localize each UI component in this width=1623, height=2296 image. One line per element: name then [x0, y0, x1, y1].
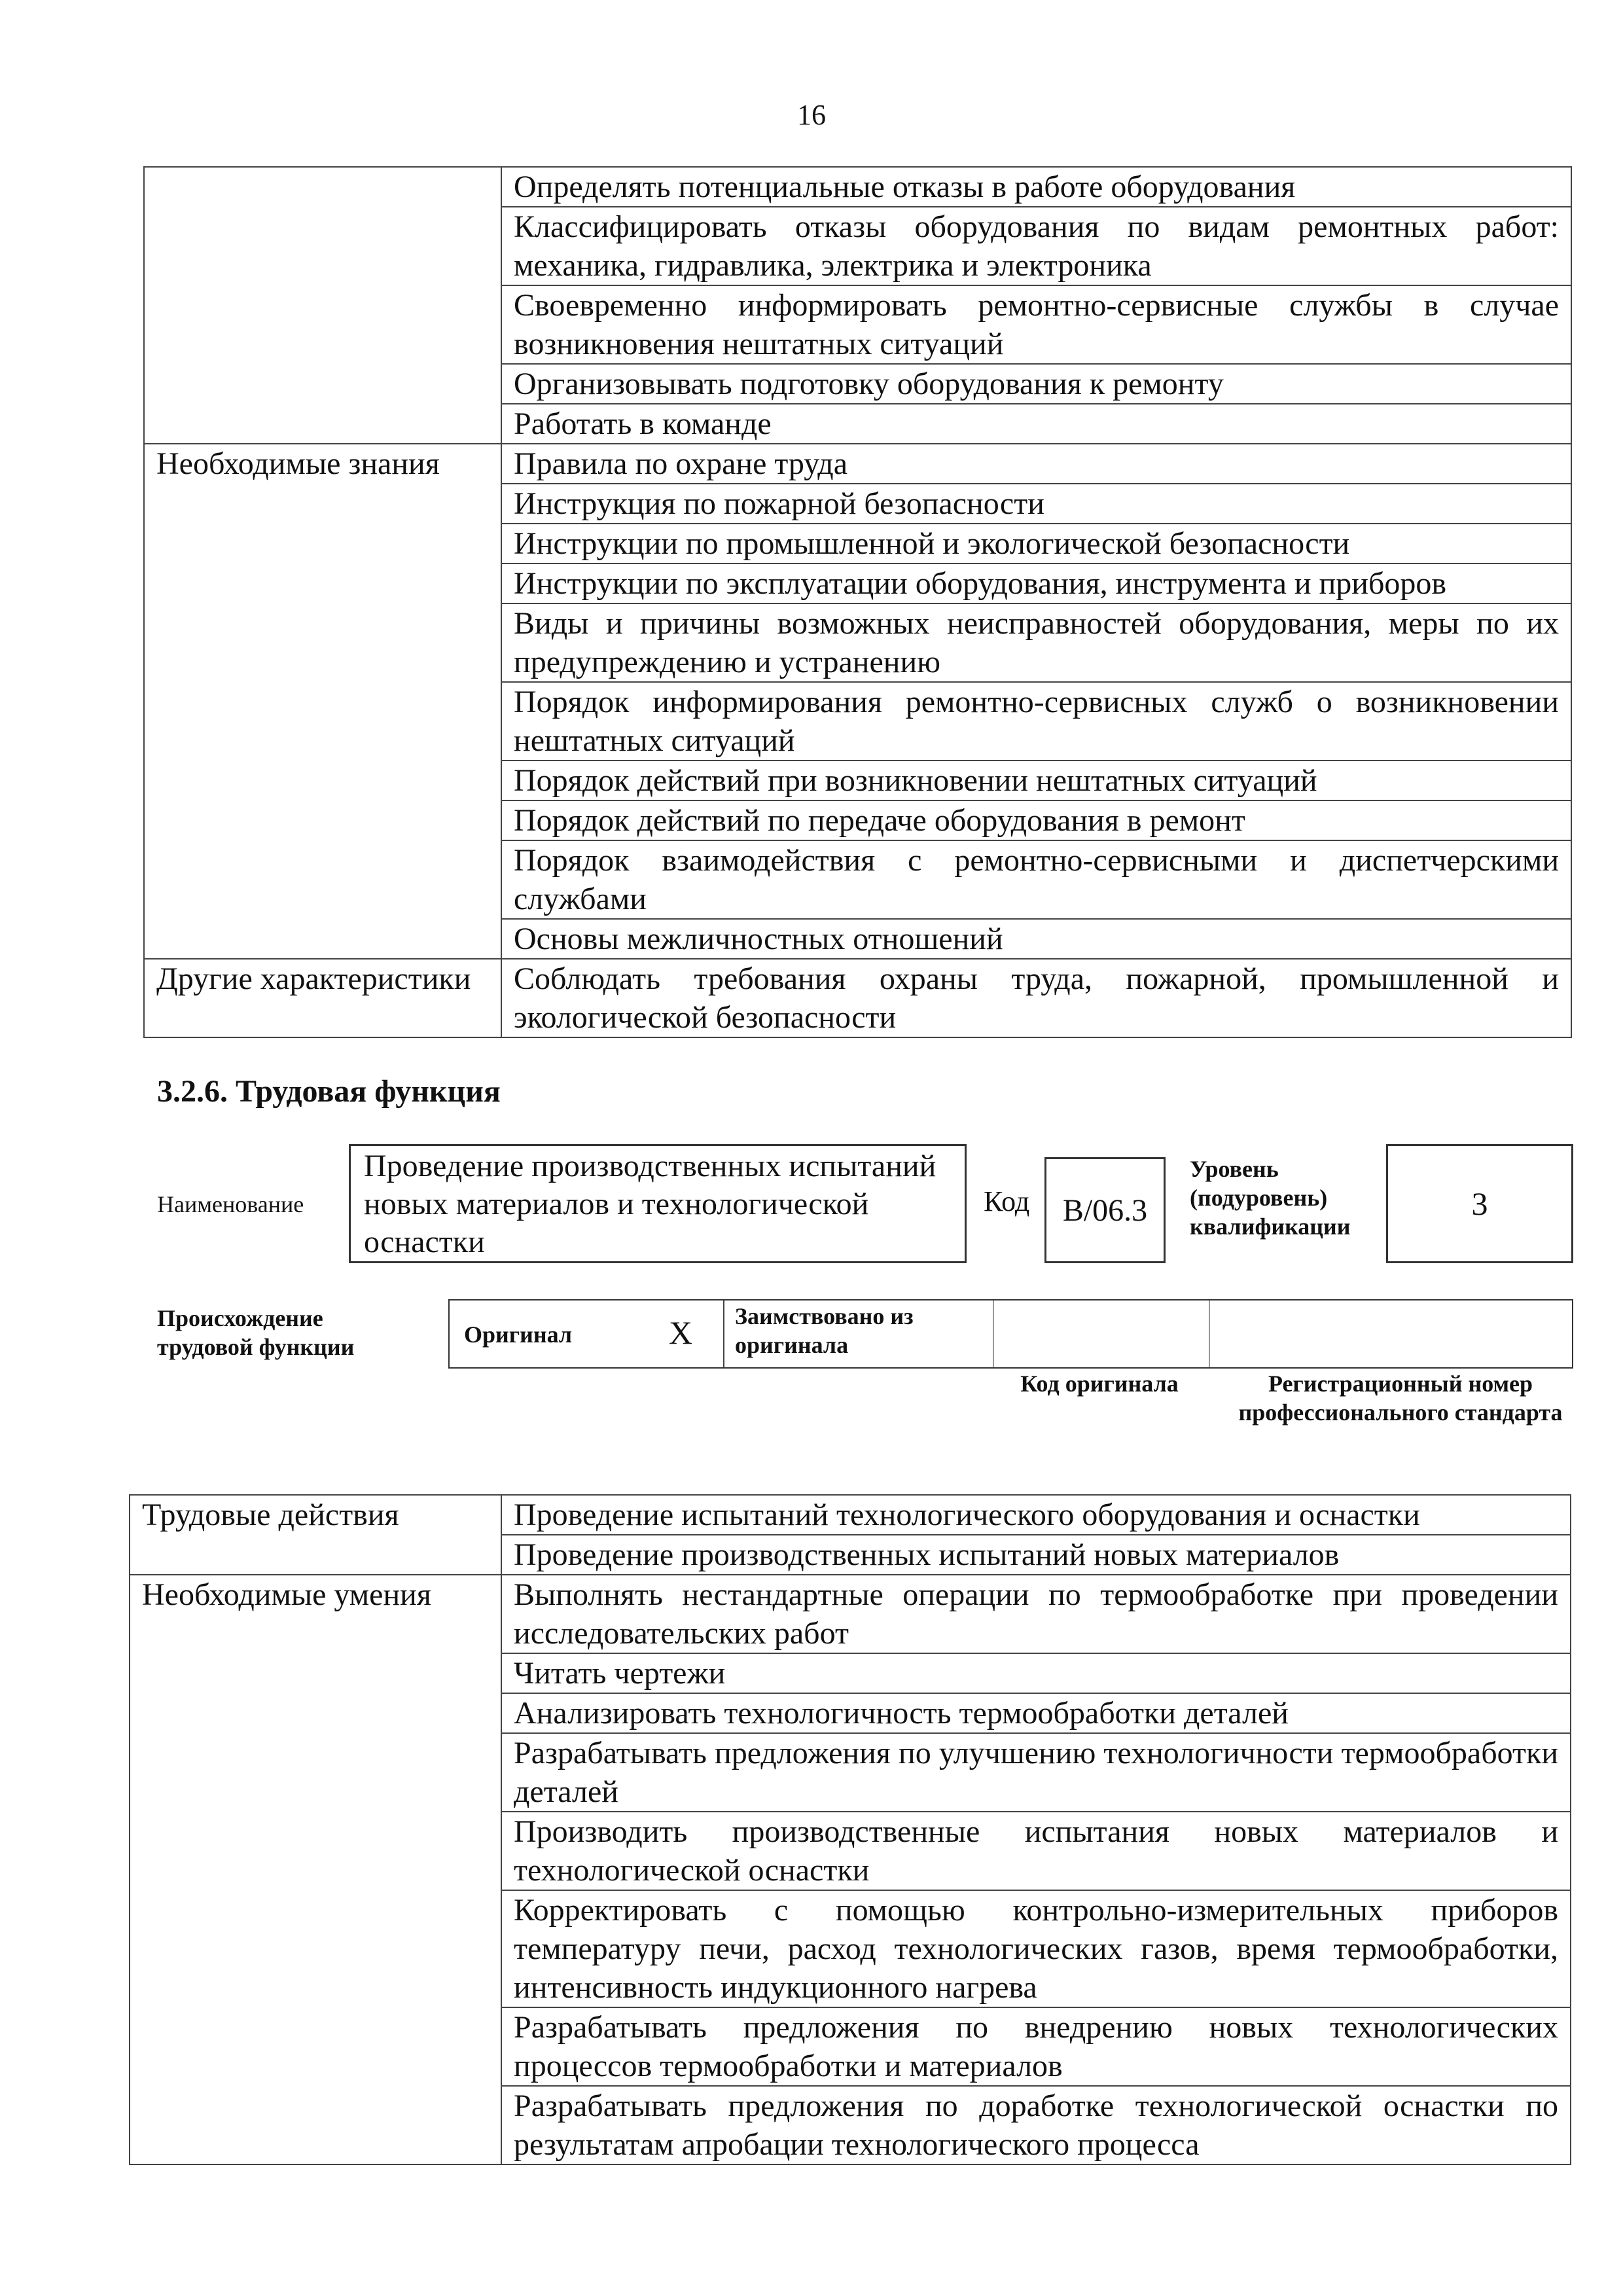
table-row	[144, 444, 1571, 484]
requirement-item: Классифицировать отказы оборудования по видам ремонтных работ: механика, гидравлика, электрика и электроника	[501, 207, 1571, 285]
requirement-item: Инструкции по эксплуатации оборудования, инструмента и приборов	[501, 564, 1571, 603]
table-row	[130, 1575, 1571, 1653]
requirement-item: Выполнять нестандартные операции по термообработке при проведении исследовательских работ	[501, 1575, 1571, 1653]
requirement-item: Порядок взаимодействия с ремонтно-сервисными и диспетчерскими службами	[501, 840, 1571, 919]
section-title: 3.2.6. Трудовая функция	[157, 1074, 501, 1109]
row-label: Необходимые знания	[144, 444, 501, 959]
requirement-item: Порядок действий при возникновении нештатных ситуаций	[501, 761, 1571, 800]
original-mark: X	[669, 1314, 693, 1351]
origin-divider-1	[723, 1300, 724, 1367]
requirement-item: Читать чертежи	[501, 1653, 1571, 1693]
requirement-item: Порядок информирования ремонтно-сервисных служб о возникновении нештатных ситуаций	[501, 682, 1571, 761]
registration-number-caption: Регистрационный номер профессионального стандарта	[1238, 1371, 1563, 1426]
requirements-table-continued	[143, 166, 1572, 1038]
row-label: Необходимые умения	[130, 1575, 501, 2164]
requirement-item: Работать в команде	[501, 404, 1571, 444]
origin-divider-3	[1209, 1300, 1210, 1367]
requirement-item: Инструкция по пожарной безопасности	[501, 484, 1571, 524]
table-row	[130, 1495, 1571, 1535]
requirement-item: Правила по охране труда	[501, 444, 1571, 484]
qualification-level-label: Уровень (подуровень) квалификации	[1190, 1156, 1351, 1240]
table-row	[144, 167, 1571, 207]
requirement-item: Проведение испытаний технологического оборудования и оснастки	[501, 1495, 1571, 1535]
origin-label: Происхождение трудовой функции	[157, 1305, 355, 1360]
requirement-item: Виды и причины возможных неисправностей оборудования, меры по их предупреждению и устранению	[501, 603, 1571, 682]
qualification-level-box	[1386, 1144, 1573, 1263]
origin-divider-2	[993, 1300, 994, 1367]
requirement-item: Разрабатывать предложения по улучшению технологичности термообработки деталей	[501, 1733, 1571, 1812]
row-label	[144, 167, 501, 444]
name-label: Наименование	[157, 1191, 304, 1217]
row-label: Трудовые действия	[130, 1495, 501, 1575]
function-name-value: Проведение производственных испытаний новых материалов и технологической оснастки	[364, 1149, 936, 1259]
requirement-item: Корректировать с помощью контрольно-измерительных приборов температуру печи, расход технологических газов, время термообработки, интенсивность индукционного нагрева	[501, 1890, 1571, 2007]
requirement-item: Производить производственные испытания новых материалов и технологической оснастки	[501, 1812, 1571, 1890]
original-label: Оригинал	[464, 1321, 573, 1348]
row-label: Другие характеристики	[144, 959, 501, 1037]
requirement-item: Основы межличностных отношений	[501, 919, 1571, 959]
requirement-item: Инструкции по промышленной и экологической безопасности	[501, 524, 1571, 564]
requirement-item: Разрабатывать предложения по внедрению новых технологических процессов термообработки и материалов	[501, 2007, 1571, 2086]
function-name-box	[349, 1144, 967, 1263]
code-value: B/06.3	[1062, 1193, 1148, 1228]
borrowed-label: Заимствовано из оригинала	[735, 1303, 914, 1358]
requirement-item: Разрабатывать предложения по доработке технологической оснастки по результатам апробации технологического процесса	[501, 2086, 1571, 2164]
code-label: Код	[984, 1185, 1030, 1217]
requirement-item: Порядок действий по передаче оборудования в ремонт	[501, 800, 1571, 840]
table-row	[144, 959, 1571, 1037]
page-number: 16	[797, 99, 826, 131]
requirement-item: Своевременно информировать ремонтно-сервисные службы в случае возникновения нештатных ситуаций	[501, 285, 1571, 364]
qualification-level-value: 3	[1471, 1185, 1488, 1222]
requirement-item: Организовывать подготовку оборудования к ремонту	[501, 364, 1571, 404]
code-value-box	[1044, 1157, 1166, 1263]
code-original-caption: Код оригинала	[1020, 1371, 1179, 1397]
requirement-item: Определять потенциальные отказы в работе оборудования	[501, 167, 1571, 207]
origin-table	[448, 1299, 1573, 1369]
requirement-item: Проведение производственных испытаний новых материалов	[501, 1535, 1571, 1575]
requirement-item: Соблюдать требования охраны труда, пожарной, промышленной и экологической безопасности	[501, 959, 1571, 1037]
labor-function-table	[129, 1494, 1571, 2165]
requirement-item: Анализировать технологичность термообработки деталей	[501, 1693, 1571, 1733]
